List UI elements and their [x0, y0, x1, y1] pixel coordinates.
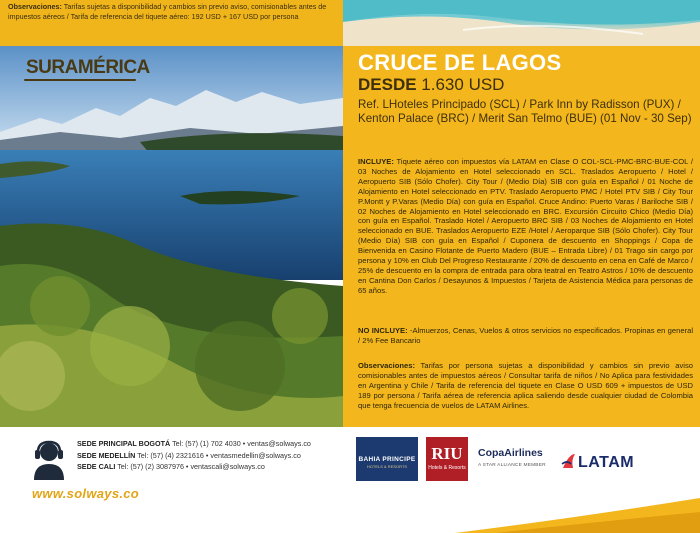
top-observations-text: Observaciones: Tarifas sujetas a disponibilidad y cambios sin previo aviso, comisionables antes de impuestos aéreos / Tarifa de referencia del tiquete aéreo: 192 USD + 167 USD por persona — [8, 2, 327, 21]
observations-label: Observaciones: — [358, 361, 415, 370]
trip-title: CRUCE DE LAGOS — [358, 50, 562, 75]
lake-landscape-photo — [0, 46, 343, 427]
region-label: SURAMÉRICA — [26, 57, 150, 78]
website-link[interactable]: www.solways.co — [32, 486, 140, 501]
beach-photo-graphic — [343, 0, 700, 46]
includes-text: Tiquete aéreo con impuestos vía LATAM en Clase O COL-SCL-PMC-BRC-BUE-COL / 03 Noches de Alojamiento en Hotel seleccionado en SCL. Traslados Aeropuerto / Hotel / Aeropuerto SIB (Sólo Chofer). City Tour / (Medio Día) SIB con guía en Español / 01 Noche de Alojamiento en Hotel seleccionado en PTV. Traslado Aeropuerto PMC / Hotel PTV SIB / City Tour P.Montt y P.Varas (Medio Día) con guía en Español. Cruce Andino: Puerto Varas / Bariloche SIB / 02 Noches de Alojamiento en Hotel seleccionado en BRC. Excursión Circuito Chico (Medio Día) con guía en Español. Traslado Hotel / Aeropuerto BRC SIB / 03 Noches de Alojamiento en Hotel seleccionado en BUE. Traslados Aeropuerto EZE /Hotel / Aeroparque SIB (Sólo Chofer). City Tour (Medio Día) SIB con guía en Español / Cuponera de descuento en Shoppings / Copa de Bienvenida en Casino Flotante de Puerto Madero (BUE – Entrada Libre) / 01 Trago sin cargo por persona y 10% en Club Del Progreso Restaurante / 20% de descuento en cena en Café de Marco / 25% de descuento en la compra de entrada para obra teatral en Teatro Astros / 10% de descuento en Cantina Don Carlos / Desayunos & Impuestos / Tarjeta de Asistencia Médica para personas de 65 años. — [358, 157, 693, 295]
copa-airlines-logo: CopaAirlines A STAR ALLIANCE MEMBER — [478, 447, 546, 468]
contact-list — [77, 438, 311, 473]
contact-medellin: SEDE MEDELLÍN Tel: (57) (4) 2321616 • ventasmedellin@solways.co — [77, 450, 301, 460]
not-included-section — [358, 326, 693, 346]
bahia-principe-logo: BAHIA PRINCIPE HOTELS & RESORTS — [356, 437, 418, 481]
not-included-text: -Almuerzos, Cenas, Vuelos & otros servicios no especificados. Propinas en general / 2% Fee Bancario — [358, 326, 694, 345]
latam-mark-icon — [561, 452, 577, 470]
beach-photo-top — [343, 0, 700, 46]
headset-agent-icon — [32, 440, 66, 480]
price-label: DESDE — [358, 75, 417, 94]
observations-section — [358, 361, 693, 411]
region-underline — [24, 79, 136, 81]
lake-landscape-graphic — [0, 46, 343, 427]
trip-price — [358, 75, 504, 95]
latam-logo: LATAM — [578, 454, 635, 471]
includes-label: INCLUYE: — [358, 157, 394, 166]
beach-decoration-graphic — [455, 488, 700, 533]
top-observations-box — [0, 0, 343, 46]
price-value: 1.630 USD — [416, 75, 505, 94]
includes-section — [358, 157, 693, 296]
not-included-label: NO INCLUYE: — [358, 326, 408, 335]
riu-logo: RIU Hotels & Resorts — [426, 437, 468, 481]
contact-bogota: SEDE PRINCIPAL BOGOTÁ Tel: (57) (1) 702 4030 • ventas@solways.co — [77, 439, 311, 448]
observations-text: Tarifas por persona sujetas a disponibilidad y cambios sin previo aviso comisionables antes de impuestos aéreos / Consultar tarifa de niños / No Aplica para festividades en Argentina y Chile / Tarifa de referencia del tiquete en Clase O USD 609 + impuestos de USD 189 por persona / Tarifa aérea de referencia aplica saliendo desde cualquier ciudad de Colombia que tenga frecuencia de vuelos de LATAM Airlines. — [358, 361, 693, 410]
hotel-reference: Ref. LHoteles Principado (SCL) / Park Inn by Radisson (PUX) / Kenton Palace (BRC) / Merit San Telmo (BUE) (01 Nov - 30 Sep) — [358, 98, 692, 126]
contact-cali: SEDE CALI Tel: (57) (2) 3087976 • ventascali@solways.co — [77, 462, 265, 471]
